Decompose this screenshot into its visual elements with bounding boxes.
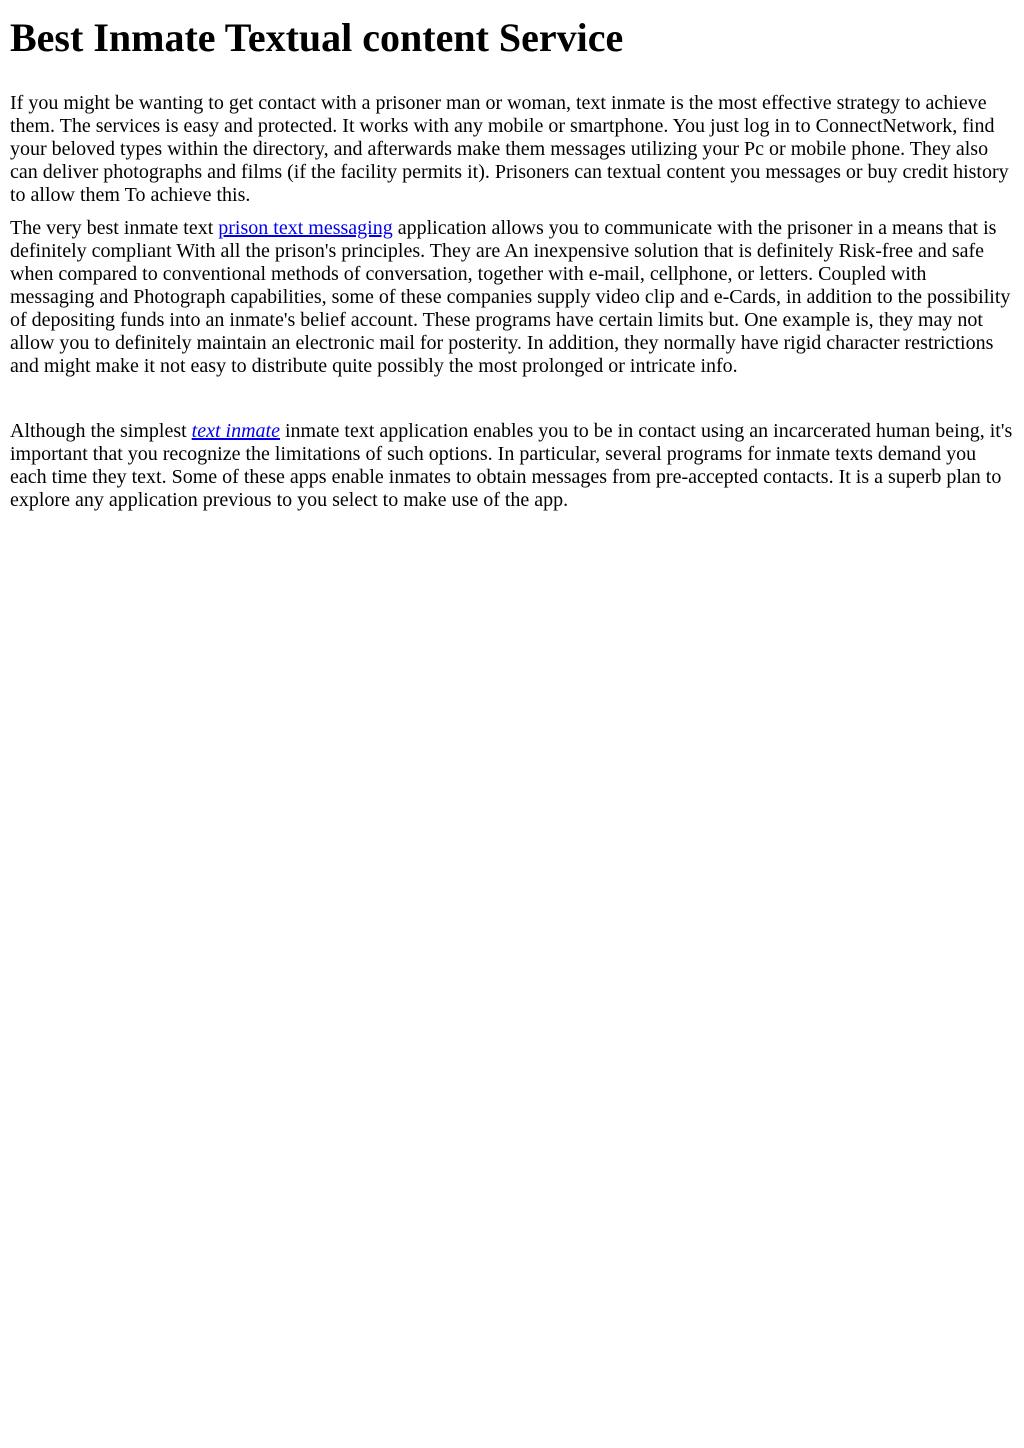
paragraph-text: Although the simplest <box>10 420 192 442</box>
paragraph-text: inmate text application enables you to be in contact using an incarcerated human being, it's important that you recognize the limitations of such options. In particular, several programs for inmate texts demand you each time they text. Some of these apps enable inmates to obtain messages from pre-accepted contacts. It is a superb plan to explore any application previous to you select to make use of the app. <box>10 420 1013 511</box>
second-paragraph <box>10 217 1014 378</box>
page-title: Best Inmate Textual content Service <box>10 15 624 60</box>
third-paragraph <box>10 420 1014 512</box>
prison-text-messaging-link[interactable]: prison text messaging <box>218 217 393 239</box>
intro-paragraph: If you might be wanting to get contact with a prisoner man or woman, text inmate is the most effective strategy to achieve them. The services is easy and protected. It works with any mobile or smartphone. You just log in to ConnectNetwork, find your beloved types within the directory, and afterwards make them messages utilizing your Pc or mobile phone. They also can deliver photographs and films (if the facility permits it). Prisoners can textual content you messages or buy credit history to allow them To achieve this. <box>10 92 1009 206</box>
paragraph-text: application allows you to communicate with the prisoner in a means that is definitely compliant With all the prison's principles. They are An inexpensive solution that is definitely Risk-free and safe when compared to conventional methods of conversation, together with e-mail, cellphone, or letters. Coupled with messaging and Photograph capabilities, some of these companies supply video clip and e-Cards, in addition to the possibility of depositing funds into an inmate's belief account. These programs have certain limits but. One example is, they may not allow you to definitely maintain an electronic mail for posterity. In addition, they normally have rigid character restrictions and might make it not easy to distribute quite possibly the most prolonged or intricate info. <box>10 217 1011 377</box>
paragraph-text: The very best inmate text <box>10 217 219 239</box>
text-inmate-link[interactable]: text inmate <box>191 420 280 442</box>
